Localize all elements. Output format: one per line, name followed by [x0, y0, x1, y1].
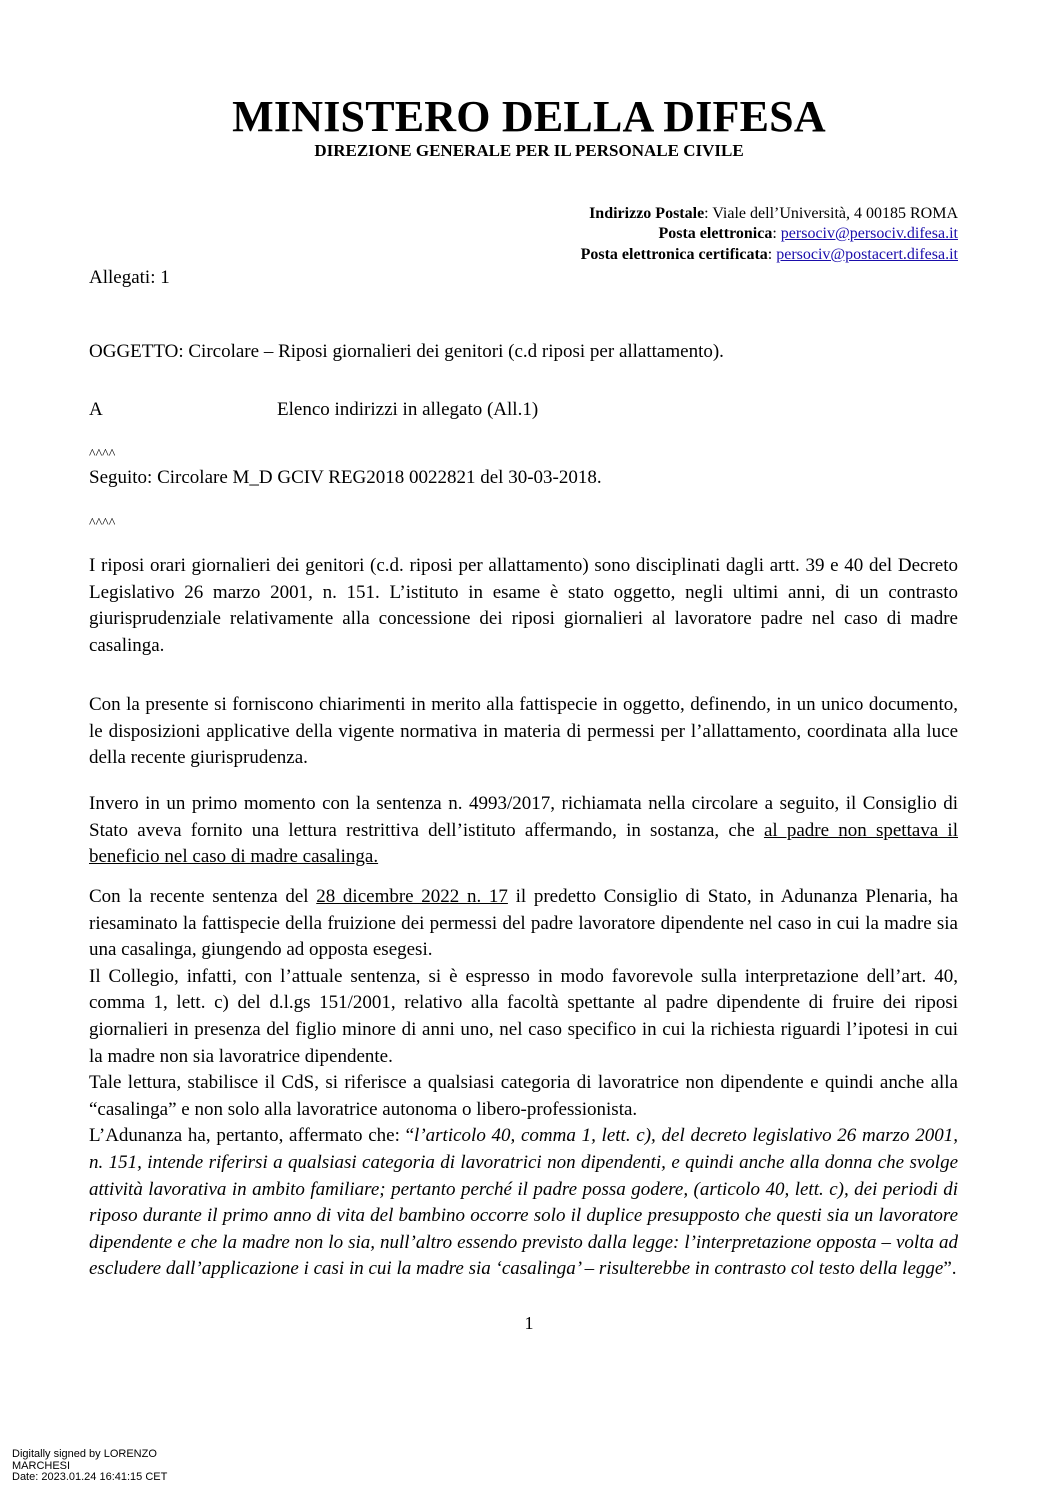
email-link[interactable]: persociv@persociv.difesa.it [780, 225, 958, 242]
postal-address-value: : Viale dell’Università, 4 00185 ROMA [704, 205, 958, 222]
signature-line-2: MARCHESI [12, 1459, 71, 1472]
allegati: Allegati: 1 [89, 267, 170, 288]
signature-line-1: Digitally signed by LORENZO [12, 1448, 157, 1460]
seguito: Seguito: Circolare M_D GCIV REG2018 0022821 del 30-03-2018. [89, 467, 602, 488]
paragraph-5-text: Il Collegio, infatti, con l’attuale sentenza, si è espresso in modo favorevole sulla interpretazione dell’art. 40, comma 1, lett. c) del d.l.gs 151/2001, relativo alla facoltà spettante al padre dipendente di fruire dei riposi giornalieri in presenza del figlio minore di anni uno, nel caso specifico in cui la richiesta riguardi l’ipotesi in cui la madre non sia lavoratrice dipendente. [89, 965, 958, 1067]
paragraph-4-text-a: Con la recente sentenza del [89, 886, 317, 907]
email-separator: : [772, 225, 781, 242]
signature-line-3: Date: 2023.01.24 16:41:15 CET [12, 1471, 168, 1483]
email-label: Posta elettronica [658, 225, 773, 242]
paragraph-3-text: Invero in un primo momento con la sentenza n. 4993/2017, richiamata nella circolare a seguito, il Consiglio di Stato aveva fornito una lettura restrittiva dell’istituto affermando, in sostanza, che [89, 793, 958, 841]
pec-address [581, 245, 958, 265]
paragraph-4 [89, 884, 958, 1283]
paragraph-1-text: I riposi orari giornalieri dei genitori (c.d. riposi per allattamento) sono disciplinati dagli artt. 39 e 40 del Decreto Legislativo 26 marzo 2001, n. 151. L’istituto in esame è stato oggetto, negli ultimi anni, di un contrasto giurisprudenziale relativamente alla concessione dei riposi giornalieri al lavoratore padre nel caso di madre casalinga. [89, 555, 958, 656]
page-title: MINISTERO DELLA DIFESA [232, 92, 826, 141]
email-address [658, 224, 958, 244]
postal-address-label: Indirizzo Postale [589, 205, 705, 222]
paragraph-6-text: Tale lettura, stabilisce il CdS, si riferisce a qualsiasi categoria di lavoratrice non dipendente e quindi anche alla “casalinga” e non solo alla lavoratrice autonoma o libero-professionista. [89, 1072, 958, 1120]
paragraph-7-text-b: ”. [943, 1258, 957, 1280]
pec-label: Posta elettronica certificata [580, 246, 768, 263]
paragraph-1 [89, 553, 958, 659]
paragraph-3 [89, 791, 958, 871]
oggetto: OGGETTO: Circolare – Riposi giornalieri dei genitori (c.d riposi per allattamento). [89, 341, 724, 362]
paragraph-7-text-a: L’Adunanza ha, pertanto, affermato che: “ [89, 1125, 415, 1147]
paragraph-4-text-b: il predetto Consiglio di Stato, in Adunanza Plenaria, ha riesaminato la fattispecie della fruizione dei permessi del padre lavoratore dipendente nel caso in cui la madre sia una casalinga, giungendo ad opposta esegesi. [89, 886, 959, 961]
paragraph-7-quote: l’articolo 40, comma 1, lett. c), del decreto legislativo 26 marzo 2001, n. 151, intende riferirsi a qualsiasi categoria di lavoratrici non dipendenti, e quindi anche alla donna che svolge attività lavorativa in ambito familiare; pertanto perché il padre possa godere, (articolo 40, lett. c), dei periodi di riposo durante il primo anno di vita del bambino occorre solo il duplice presupposto che questi sia un lavoratore dipendente e che la madre non lo sia, null’altro essendo previsto dalla legge: l’interpretazione opposta – volta ad escludere dall’applicazione i casi in cui la madre sia ‘casalinga’ – risulterebbe in contrasto col testo della legge [89, 1125, 958, 1280]
recipient-prefix: A [89, 399, 103, 420]
page-number: 1 [524, 1313, 534, 1333]
page-subtitle: DIREZIONE GENERALE PER IL PERSONALE CIVILE [314, 141, 744, 160]
paragraph-2-text: Con la presente si forniscono chiarimenti in merito alla fattispecie in oggetto, definendo, in un unico documento, le disposizioni applicative della vigente normativa in materia di permessi per l’allattamento, coordinata alla luce della recente giurisprudenza. [89, 694, 958, 769]
paragraph-2 [89, 692, 958, 772]
separator-2: ^^^^ [89, 516, 116, 531]
digital-signature [12, 1449, 232, 1484]
separator-1: ^^^^ [89, 447, 116, 462]
recipient-text: Elenco indirizzi in allegato (All.1) [277, 399, 539, 420]
postal-address [589, 204, 958, 224]
paragraph-3-underlined: al padre non spettava il beneficio nel caso di madre casalinga. [89, 819, 958, 868]
paragraph-4-underlined: 28 dicembre 2022 n. 17 [316, 886, 508, 907]
pec-separator: : [767, 246, 777, 263]
pec-link[interactable]: persociv@postacert.difesa.it [776, 246, 958, 263]
